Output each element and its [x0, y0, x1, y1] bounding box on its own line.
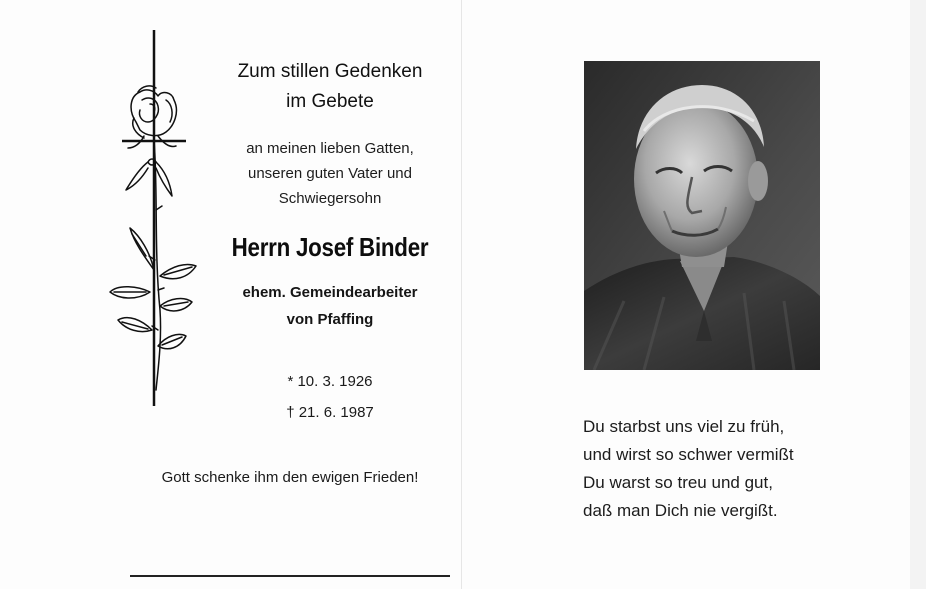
rose-cross-icon — [100, 30, 210, 408]
poem — [583, 413, 883, 525]
occupation — [200, 279, 460, 333]
dedication-line-2: unseren guten Vater und — [247, 165, 412, 182]
dedication-line-1: an meinen lieben Gatten, — [246, 140, 414, 157]
dedication-line-3: Schwiegersohn — [278, 190, 382, 207]
poem-line-2: und wirst so schwer vermißt — [583, 445, 794, 464]
card-edge-shadow — [910, 0, 926, 589]
bottom-divider — [130, 575, 450, 577]
poem-line-1: Du starbst uns viel zu früh, — [583, 417, 785, 436]
death-date: † 21. 6. 1987 — [286, 404, 374, 421]
headline-line-1: Zum stillen Gedenken — [237, 61, 423, 82]
card-fold-line — [461, 0, 462, 589]
life-dates — [200, 366, 460, 428]
headline-line-2: im Gebete — [286, 91, 374, 112]
occupation-title: ehem. Gemeindearbeiter — [242, 284, 418, 301]
headline — [200, 57, 460, 117]
left-panel — [0, 0, 460, 589]
dedication — [200, 136, 460, 211]
poem-line-3: Du warst so treu und gut, — [583, 473, 773, 492]
farewell-line: Gott schenke ihm den ewigen Frieden! — [161, 469, 419, 486]
poem-line-4: daß man Dich nie vergißt. — [583, 501, 778, 520]
portrait-illustration — [584, 61, 820, 370]
birth-date: * 10. 3. 1926 — [287, 373, 373, 390]
hometown: von Pfaffing — [286, 311, 374, 328]
deceased-name: Herrn Josef Binder — [231, 232, 429, 262]
portrait-photo — [584, 61, 820, 370]
